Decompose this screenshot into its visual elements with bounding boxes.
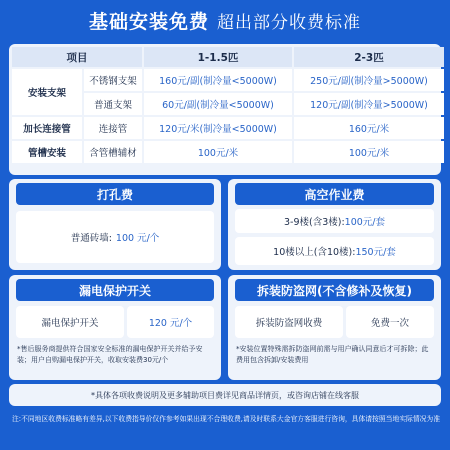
high-altitude-price: 100元/套 bbox=[344, 217, 386, 228]
drilling-panel bbox=[9, 179, 221, 270]
row-price-large: 250元/副(制冷量>5000W) bbox=[294, 69, 444, 91]
row-price-small: 60元/副(制冷量<5000W) bbox=[144, 93, 292, 115]
row-price-small: 100元/米 bbox=[144, 141, 292, 163]
title-bold: 基础安装免费 bbox=[88, 10, 209, 33]
high-altitude-panel bbox=[228, 179, 441, 270]
table-header-large: 2-3匹 bbox=[294, 47, 444, 67]
row-price-large: 160元/米 bbox=[294, 117, 444, 139]
drilling-price: 100 元/个 bbox=[115, 233, 160, 244]
high-altitude-row bbox=[235, 237, 434, 265]
leakage-title: 漏电保护开关 bbox=[16, 279, 214, 301]
leakage-panel bbox=[9, 275, 221, 380]
theft-net-price-box bbox=[346, 306, 434, 338]
footer-disclaimer: 注:不同地区收费标准略有差异,以下收费指导价仅作参考如果出现不合理收费,请及时联系大金官方客服进行咨询，具体请按照当地实际情况为准 bbox=[12, 415, 441, 423]
row-price-large: 120元/副(制冷量>5000W) bbox=[294, 93, 444, 115]
row-item: 含管槽辅材 bbox=[84, 141, 142, 163]
price-table bbox=[12, 47, 438, 172]
row-item: 连接管 bbox=[84, 117, 142, 139]
leakage-label-box bbox=[16, 306, 124, 338]
row-price-small: 160元/副(制冷量<5000W) bbox=[144, 69, 292, 91]
theft-net-title: 拆装防盗网(不含修补及恢复) bbox=[235, 279, 434, 301]
bottom-note: *具体各项收费说明及更多辅助项目费详见商品详情页，或咨询店铺在线客服 bbox=[91, 390, 359, 400]
table-header-small: 1-1.5匹 bbox=[144, 47, 292, 67]
high-altitude-label: 3-9楼(含3楼): bbox=[283, 217, 345, 228]
theft-net-panel bbox=[228, 275, 441, 380]
high-altitude-title: 高空作业费 bbox=[235, 183, 434, 205]
row-price-large: 100元/米 bbox=[294, 141, 444, 163]
theft-net-price: 免费一次 bbox=[370, 318, 409, 329]
theft-net-note: *安装位置特殊需拆防盗网前需与用户确认同意后才可拆除；此费用包含拆卸/安装费用 bbox=[236, 345, 429, 364]
high-altitude-price: 150元/套 bbox=[355, 247, 396, 258]
table-header-item: 项目 bbox=[12, 47, 142, 67]
drilling-title: 打孔费 bbox=[16, 183, 214, 205]
page-title bbox=[0, 0, 450, 40]
high-altitude-label: 10楼以上(含10楼): bbox=[273, 247, 356, 258]
leakage-price: 120 元/个 bbox=[148, 318, 193, 329]
theft-net-label-box bbox=[235, 306, 343, 338]
drilling-content bbox=[16, 211, 214, 263]
row-price-small: 120元/米(制冷量<5000W) bbox=[144, 117, 292, 139]
leakage-price-box bbox=[127, 306, 214, 338]
row-group-bracket: 安装支架 bbox=[12, 69, 82, 115]
row-item: 普通支架 bbox=[84, 93, 142, 115]
price-table-panel bbox=[9, 44, 441, 175]
bottom-note-panel bbox=[9, 384, 441, 406]
theft-net-label: 拆装防盗网收费 bbox=[255, 318, 323, 329]
row-group-trunking: 管槽安装 bbox=[12, 141, 82, 163]
drilling-label: 普通砖墙: bbox=[70, 233, 112, 244]
leakage-label: 漏电保护开关 bbox=[41, 318, 99, 329]
title-light: 超出部分收费标准 bbox=[217, 12, 361, 33]
row-item: 不锈钢支架 bbox=[84, 69, 142, 91]
leakage-note: *售后服务商提供符合国家安全标准的漏电保护开关并给予安装；用户自购漏电保护开关，收取安装费30元/个 bbox=[17, 345, 203, 364]
row-group-pipe: 加长连接管 bbox=[12, 117, 82, 139]
high-altitude-row bbox=[235, 209, 434, 233]
